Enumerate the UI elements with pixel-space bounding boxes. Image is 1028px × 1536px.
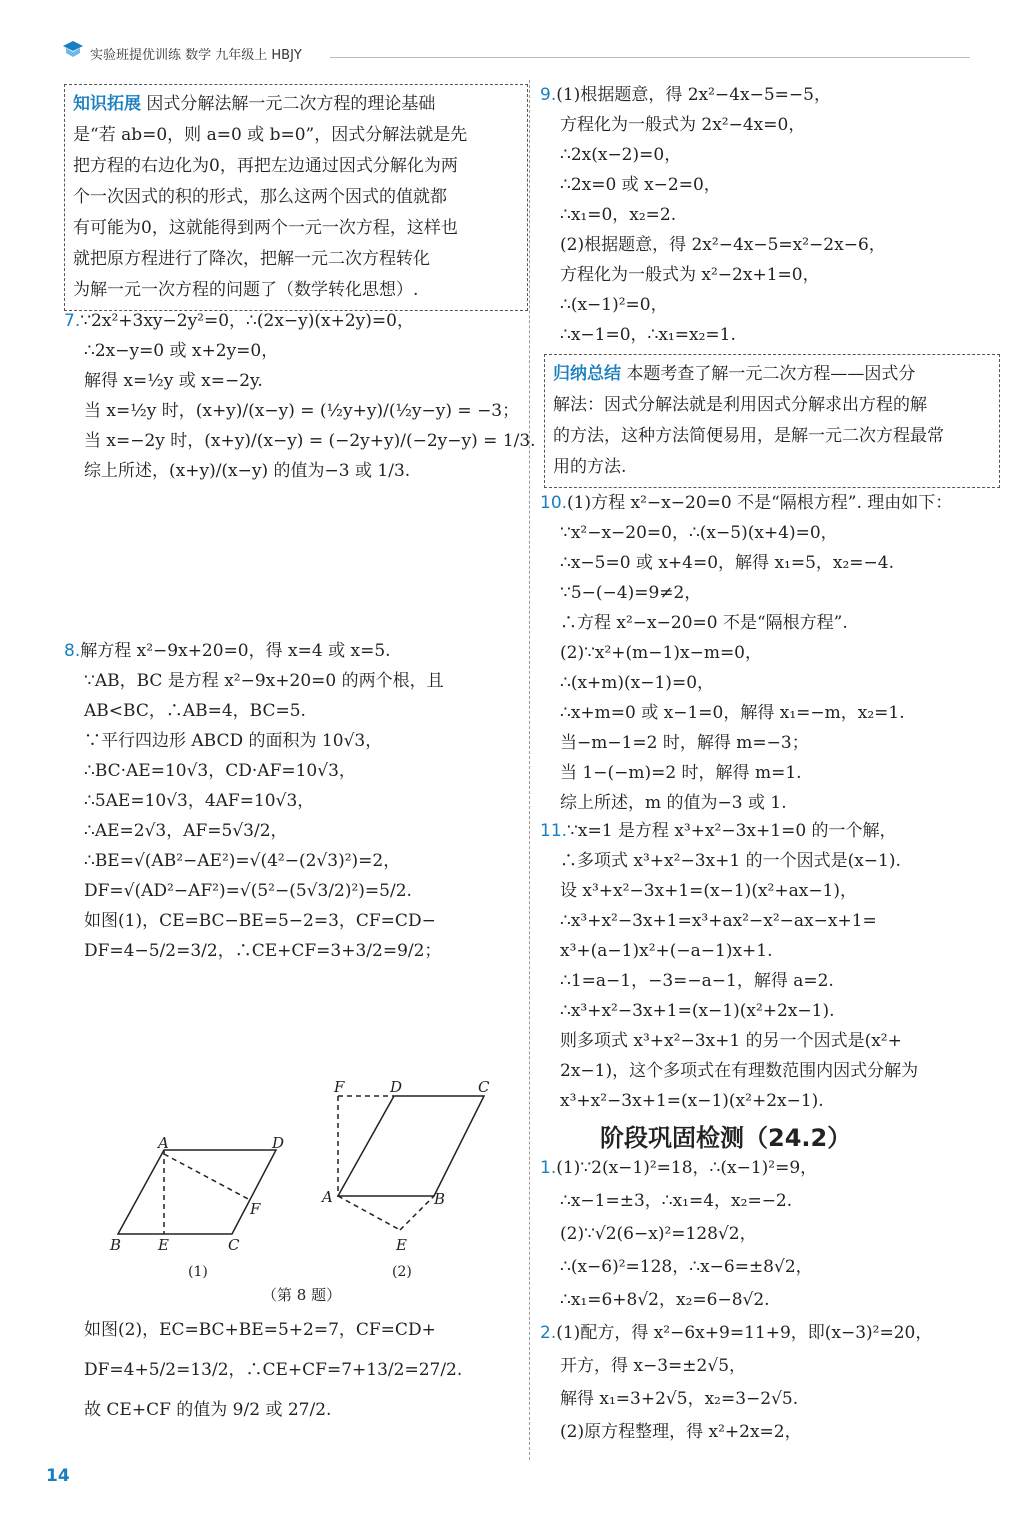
answer-line — [540, 290, 1000, 320]
answer-line — [64, 906, 519, 936]
question-number: 11. — [540, 821, 568, 841]
answer-text: 则多项式 x³+x²−3x+1 的另一个因式是(x²+ — [560, 1031, 902, 1051]
answer-text: 当 x=½y 时，(x+y)/(x−y) = (½y+y)/(½y−y) = −3； — [84, 401, 520, 421]
book-logo-icon — [62, 40, 84, 58]
answer-text: ∵平行四边形 ABCD 的面积为 10√3， — [84, 731, 383, 751]
answer-line — [64, 306, 519, 336]
box-line: 就把原方程进行了降次，把解一元二次方程转化 — [73, 249, 430, 269]
answer-line — [540, 1284, 1000, 1317]
fig1-label: C — [228, 1236, 240, 1254]
answer-text: DF=4−5/2=3/2，∴CE+CF=3+3/2=9/2； — [84, 941, 442, 961]
answer-text: 故 CE+CF 的值为 9/2 或 27/2. — [84, 1400, 332, 1420]
fig2-label: C — [478, 1078, 490, 1096]
answer-text: (1)根据题意，得 2x²−4x−5=−5， — [556, 85, 831, 105]
answer-text: ∴5AE=10√3，4AF=10√3， — [84, 791, 315, 811]
figure-q8 — [100, 1072, 520, 1282]
answer-text: ∴(x−6)²=128，∴x−6=±8√2， — [560, 1257, 813, 1277]
answer-line — [64, 756, 519, 786]
header-rule — [330, 57, 970, 58]
question-number: 2. — [540, 1323, 557, 1343]
answer-text: ∴x−1=0，∴x₁=x₂=1. — [560, 325, 736, 345]
question-number: 10. — [540, 493, 568, 513]
column-divider — [529, 80, 530, 1460]
answer-line — [540, 1152, 1000, 1185]
answer-text: 解得 x₁=3+2√5，x₂=3−2√5. — [560, 1389, 799, 1409]
answer-text: 2x−1)，这个多项式在有理数范围内因式分解为 — [560, 1061, 919, 1081]
answer-text: 当 1−(−m)=2 时，解得 m=1. — [560, 763, 802, 783]
question-number: 1. — [540, 1158, 557, 1178]
answer-text: ∴(x−1)²=0， — [560, 295, 668, 315]
answer-text: 解得 x=½y 或 x=−2y. — [84, 371, 263, 391]
answer-line — [64, 1310, 519, 1350]
answer-line — [540, 230, 1000, 260]
answer-text: 设 x³+x²−3x+1=(x−1)(x²+ax−1)， — [560, 881, 858, 901]
box-line: 把方程的右边化为0，再把左边通过因式分解化为两 — [73, 156, 458, 176]
knowledge-extension-tag: 知识拓展 — [73, 94, 141, 114]
answer-text: ∴x₁=0，x₂=2. — [560, 205, 677, 225]
answer-line — [540, 846, 1000, 876]
answer-text: x³+(a−1)x²+(−a−1)x+1. — [560, 941, 773, 961]
answer-line — [64, 456, 519, 486]
answer-line — [540, 1383, 1000, 1416]
page-number: 14 — [46, 1466, 70, 1486]
answer-text: (2)根据题意，得 2x²−4x−5=x²−2x−6， — [560, 235, 886, 255]
question-7 — [64, 306, 536, 486]
answer-text: ∵x²−x−20=0，∴(x−5)(x+4)=0， — [560, 523, 838, 543]
box-line: 个一次因式的积的形式，那么这两个因式的值就都 — [73, 187, 447, 207]
answer-text: ∴2x=0 或 x−2=0， — [560, 175, 721, 195]
answer-line — [64, 426, 536, 456]
answer-line — [540, 668, 1000, 698]
header-title: 实验班提优训练 数学 九年级上 HBJY — [90, 48, 302, 63]
answer-text: DF=4+5/2=13/2，∴CE+CF=7+13/2=27/2. — [84, 1360, 463, 1380]
answer-line — [540, 936, 1000, 966]
answer-line — [64, 636, 519, 666]
answer-line — [540, 816, 1000, 846]
answer-line — [540, 906, 1000, 936]
fig2-subcaption: (2) — [392, 1264, 412, 1280]
answer-line — [540, 728, 1000, 758]
answer-text: ∴1=a−1，−3=−a−1，解得 a=2. — [560, 971, 834, 991]
fig2-label: B — [434, 1190, 446, 1208]
answer-line — [540, 1185, 1000, 1218]
section-title: 阶段巩固检测（24.2） — [600, 1124, 852, 1152]
answer-line — [540, 1416, 1000, 1449]
question-10 — [540, 488, 1000, 818]
answer-line — [540, 1317, 1000, 1350]
box-line: 有可能为0，这就能得到两个一元一次方程，这样也 — [73, 218, 458, 238]
question-number: 9. — [540, 85, 557, 105]
question-9 — [540, 80, 1000, 350]
answer-text: ∴x³+x²−3x+1=x³+ax²−x²−ax−x+1= — [560, 911, 877, 931]
answer-line — [540, 1350, 1000, 1383]
fig1-label: D — [272, 1134, 285, 1152]
answer-line — [64, 936, 519, 966]
answer-line — [64, 666, 519, 696]
answer-text: ∴2x(x−2)=0， — [560, 145, 682, 165]
answer-text: ∵x=1 是方程 x³+x²−3x+1=0 的一个解， — [567, 821, 897, 841]
answer-text: 当−m−1=2 时，解得 m=−3； — [560, 733, 809, 753]
box-line: 的方法，这种方法简便易用，是解一元二次方程最常 — [553, 426, 944, 446]
answer-line — [540, 876, 1000, 906]
answer-line — [540, 608, 1000, 638]
answer-text: 如图(1)，CE=BC−BE=5−2=3，CF=CD− — [84, 911, 436, 931]
answer-line — [540, 518, 1000, 548]
answer-text: ∴x+m=0 或 x−1=0，解得 x₁=−m，x₂=1. — [560, 703, 905, 723]
answer-line — [540, 110, 1000, 140]
answer-text: ∴方程 x²−x−20=0 不是“隔根方程”. — [560, 613, 848, 633]
answer-line — [540, 1056, 1000, 1086]
answer-text: (2)∵√2(6−x)²=128√2， — [560, 1224, 757, 1244]
answer-line — [540, 788, 1000, 818]
box-line: 为解一元一次方程的问题了（数学转化思想）. — [73, 280, 419, 300]
answer-text: ∴(x+m)(x−1)=0， — [560, 673, 715, 693]
answer-line — [64, 786, 519, 816]
fig2-label: A — [322, 1188, 333, 1206]
answer-text: ∴x−1=±3，∴x₁=4，x₂=−2. — [560, 1191, 793, 1211]
answer-line — [540, 996, 1000, 1026]
answer-line — [64, 876, 519, 906]
answer-text: 方程化为一般式为 x²−2x+1=0， — [560, 265, 820, 285]
answer-text: ∴2x−y=0 或 x+2y=0， — [84, 341, 279, 361]
answer-line — [540, 638, 1000, 668]
answer-line — [540, 170, 1000, 200]
answer-line — [64, 726, 519, 756]
answer-line — [540, 548, 1000, 578]
question-8 — [64, 636, 519, 966]
answer-text: (2)∵x²+(m−1)x−m=0， — [560, 643, 762, 663]
answer-line — [64, 1350, 519, 1390]
figure-2 — [338, 1096, 484, 1230]
summary-tag: 归纳总结 — [553, 364, 621, 384]
answer-line — [540, 260, 1000, 290]
question-11 — [540, 816, 1000, 1116]
answer-line — [540, 698, 1000, 728]
answer-text: (1)配方，得 x²−6x+9=11+9，即(x−3)²=20， — [556, 1323, 933, 1343]
answer-line — [540, 1086, 1000, 1116]
box-line: 因式分解法解一元二次方程的理论基础 — [146, 94, 436, 114]
answer-line — [540, 578, 1000, 608]
answer-text: ∵2x²+3xy−2y²=0，∴(2x−y)(x+2y)=0， — [80, 311, 414, 331]
question-number: 8. — [64, 641, 81, 661]
answer-text: 综上所述，(x+y)/(x−y) 的值为−3 或 1/3. — [84, 461, 411, 481]
fig1-label: A — [158, 1134, 169, 1152]
answer-text: (1)方程 x²−x−20=0 不是“隔根方程”. 理由如下： — [567, 493, 953, 513]
answer-text: ∵AB，BC 是方程 x²−9x+20=0 的两个根，且 — [84, 671, 444, 691]
fig2-label: E — [396, 1236, 407, 1254]
box-line: 解法：因式分解法就是利用因式分解求出方程的解 — [553, 395, 927, 415]
answer-line — [64, 396, 519, 426]
answer-line — [540, 80, 1000, 110]
answer-line — [540, 200, 1000, 230]
answer-line — [540, 1218, 1000, 1251]
question-number: 7. — [64, 311, 81, 331]
knowledge-extension-box — [64, 84, 528, 311]
answer-text: 开方，得 x−3=±2√5， — [560, 1356, 747, 1376]
answer-line — [540, 966, 1000, 996]
stage-test-answers — [540, 1152, 1000, 1449]
answer-text: 如图(2)，EC=BC+BE=5+2=7，CF=CD+ — [84, 1320, 436, 1340]
answer-line — [540, 320, 1000, 350]
answer-text: (2)原方程整理，得 x²+2x=2， — [560, 1422, 802, 1442]
fig1-label: F — [250, 1200, 261, 1218]
fig2-label: F — [334, 1078, 345, 1096]
summary-box — [544, 354, 1000, 488]
box-line: 是“若 ab=0，则 a=0 或 b=0”，因式分解法就是先 — [73, 125, 468, 145]
answer-line — [540, 140, 1000, 170]
figure-caption: （第 8 题） — [262, 1286, 342, 1304]
figure-1 — [118, 1150, 276, 1234]
answer-line — [540, 488, 1000, 518]
answer-line — [64, 366, 519, 396]
answer-line — [540, 758, 1000, 788]
answer-text: x³+x²−3x+1=(x−1)(x²+2x−1). — [560, 1091, 824, 1111]
answer-text: (1)∵2(x−1)²=18，∴(x−1)²=9， — [556, 1158, 818, 1178]
box-line: 用的方法. — [553, 457, 627, 477]
fig1-label: B — [110, 1236, 122, 1254]
answer-text: ∴BC·AE=10√3，CD·AF=10√3， — [84, 761, 356, 781]
fig1-subcaption: (1) — [188, 1264, 208, 1280]
box-line: 本题考查了解一元二次方程——因式分 — [626, 364, 916, 384]
answer-line — [64, 1390, 519, 1430]
answer-text: AB<BC，∴AB=4，BC=5. — [84, 701, 306, 721]
answer-line — [64, 336, 519, 366]
answer-text: ∴x³+x²−3x+1=(x−1)(x²+2x−1). — [560, 1001, 835, 1021]
answer-text: ∴BE=√(AB²−AE²)=√(4²−(2√3)²)=2， — [84, 851, 401, 871]
answer-line — [64, 846, 519, 876]
answer-text: ∴AE=2√3，AF=5√3/2， — [84, 821, 288, 841]
answer-text: DF=√(AD²−AF²)=√(5²−(5√3/2)²)=5/2. — [84, 881, 412, 901]
question-8-continued — [64, 1310, 519, 1430]
answer-line — [540, 1251, 1000, 1284]
answer-text: ∴x−5=0 或 x+4=0，解得 x₁=5，x₂=−4. — [560, 553, 895, 573]
answer-text: 方程化为一般式为 2x²−4x=0， — [560, 115, 806, 135]
answer-text: ∴多项式 x³+x²−3x+1 的一个因式是(x−1). — [560, 851, 901, 871]
answer-line — [64, 696, 519, 726]
answer-line — [64, 816, 519, 846]
answer-text: 当 x=−2y 时，(x+y)/(x−y) = (−2y+y)/(−2y−y) = 1/3. — [84, 431, 536, 451]
answer-line — [540, 1026, 1000, 1056]
fig2-label: D — [390, 1078, 403, 1096]
answer-text: 综上所述，m 的值为−3 或 1. — [560, 793, 787, 813]
answer-text: ∵5−(−4)=9≠2， — [560, 583, 702, 603]
answer-text: ∴x₁=6+8√2，x₂=6−8√2. — [560, 1290, 770, 1310]
answer-text: 解方程 x²−9x+20=0，得 x=4 或 x=5. — [80, 641, 391, 661]
fig1-label: E — [158, 1236, 169, 1254]
